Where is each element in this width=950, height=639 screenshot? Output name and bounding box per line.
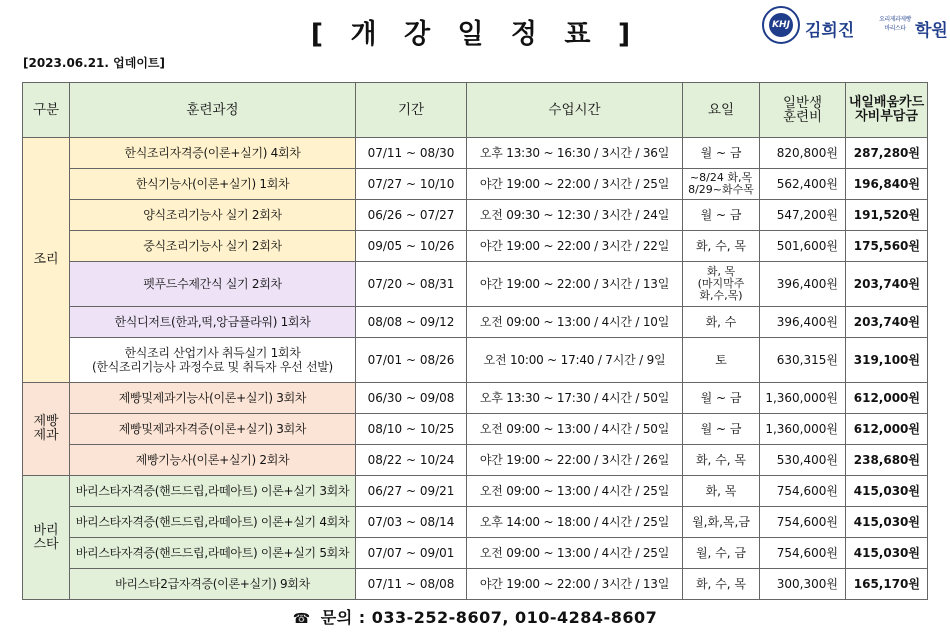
self-pay: 287,280원 — [846, 138, 928, 169]
course-period: 08/10 ~ 10/25 — [356, 414, 467, 445]
table-row — [23, 383, 928, 414]
class-days-line2: (마지막주 — [697, 277, 745, 290]
class-time: 오후 14:00 ~ 18:00 / 4시간 / 25일 — [467, 507, 683, 538]
class-days: 화, 수 — [683, 307, 760, 338]
course-period: 07/01 ~ 08/26 — [356, 338, 467, 383]
self-pay: 415,030원 — [846, 538, 928, 569]
phone-icon: ☎ — [292, 611, 311, 627]
category-baking-line1: 제빵 — [33, 414, 59, 429]
table-row — [23, 538, 928, 569]
class-time: 야간 19:00 ~ 22:00 / 3시간 / 22일 — [467, 231, 683, 262]
schedule-table — [22, 82, 928, 600]
class-days: 월,화,목,금 — [683, 507, 760, 538]
header-fee-line2: 훈련비 — [782, 109, 823, 125]
category-cooking: 조리 — [23, 138, 70, 383]
category-barista-line1: 바리 — [33, 522, 59, 538]
update-date: [2023.06.21. 업데이트] — [23, 56, 165, 70]
class-days — [683, 262, 760, 307]
logo-hak: 학원 — [915, 21, 948, 41]
header-self-line2: 자비부담금 — [855, 109, 918, 124]
class-time: 오전 09:00 ~ 13:00 / 4시간 / 25일 — [467, 538, 683, 569]
class-days-line2: 8/29~화수목 — [688, 183, 754, 196]
header-self-line1: 내일배움카드 — [848, 95, 925, 110]
table-row — [23, 200, 928, 231]
course-period: 08/08 ~ 09/12 — [356, 307, 467, 338]
academy-logo — [762, 6, 948, 48]
general-fee: 1,360,000원 — [760, 414, 846, 445]
header-fee-line1: 일반생 — [782, 95, 823, 111]
course-period: 08/22 ~ 10/24 — [356, 445, 467, 476]
class-days: 월 ~ 금 — [683, 383, 760, 414]
category-baking — [23, 383, 70, 476]
self-pay: 319,100원 — [846, 338, 928, 383]
course-period: 06/30 ~ 09/08 — [356, 383, 467, 414]
table-row — [23, 414, 928, 445]
general-fee: 754,600원 — [760, 507, 846, 538]
class-time: 오전 09:00 ~ 13:00 / 4시간 / 10일 — [467, 307, 683, 338]
class-days — [683, 169, 760, 200]
class-time: 오후 13:30 ~ 17:30 / 4시간 / 50일 — [467, 383, 683, 414]
self-pay: 612,000원 — [846, 414, 928, 445]
logo-seal-text: KHJ — [769, 13, 793, 37]
general-fee: 562,400원 — [760, 169, 846, 200]
header-course: 훈련과정 — [70, 83, 356, 138]
self-pay: 175,560원 — [846, 231, 928, 262]
logo-subtext: 요리제과제빵 바리스타 — [879, 16, 911, 32]
table-row — [23, 262, 928, 307]
general-fee: 547,200원 — [760, 200, 846, 231]
general-fee: 501,600원 — [760, 231, 846, 262]
header-self-pay — [846, 83, 928, 138]
class-days-line1: 화, 목 — [706, 265, 736, 278]
class-time: 오전 09:00 ~ 13:00 / 4시간 / 50일 — [467, 414, 683, 445]
table-row — [23, 476, 928, 507]
course-period: 07/11 ~ 08/30 — [356, 138, 467, 169]
general-fee: 754,600원 — [760, 538, 846, 569]
self-pay: 203,740원 — [846, 307, 928, 338]
course-period: 09/05 ~ 10/26 — [356, 231, 467, 262]
table-row — [23, 338, 928, 383]
course-period: 07/07 ~ 09/01 — [356, 538, 467, 569]
contact-text: 문의 : 033-252-8607, 010-4284-8607 — [320, 608, 658, 627]
self-pay: 165,170원 — [846, 569, 928, 600]
course-name: 바리스타2급자격증(이론+실기) 9회차 — [70, 569, 356, 600]
class-time: 오후 13:30 ~ 16:30 / 3시간 / 36일 — [467, 138, 683, 169]
self-pay: 191,520원 — [846, 200, 928, 231]
class-days: 토 — [683, 338, 760, 383]
self-pay: 196,840원 — [846, 169, 928, 200]
table-row — [23, 231, 928, 262]
self-pay: 612,000원 — [846, 383, 928, 414]
self-pay: 238,680원 — [846, 445, 928, 476]
general-fee: 530,400원 — [760, 445, 846, 476]
class-days: 화, 목 — [683, 476, 760, 507]
class-days: 월 ~ 금 — [683, 414, 760, 445]
class-time: 야간 19:00 ~ 22:00 / 3시간 / 13일 — [467, 262, 683, 307]
course-period: 06/26 ~ 07/27 — [356, 200, 467, 231]
class-days: 월 ~ 금 — [683, 138, 760, 169]
class-time: 오전 10:00 ~ 17:40 / 7시간 / 9일 — [467, 338, 683, 383]
self-pay: 415,030원 — [846, 476, 928, 507]
class-days-line1: ~8/24 화,목 — [689, 171, 753, 184]
class-days: 월 ~ 금 — [683, 200, 760, 231]
general-fee: 820,800원 — [760, 138, 846, 169]
table-row — [23, 445, 928, 476]
class-days-line3: 화,수,목) — [699, 289, 743, 302]
table-row — [23, 569, 928, 600]
course-name-line1: 한식조리 산업기사 취득실기 1회차 — [124, 346, 301, 360]
header-period: 기간 — [356, 83, 467, 138]
course-name: 한식기능사(이론+실기) 1회차 — [70, 169, 356, 200]
course-name: 바리스타자격증(핸드드립,라떼아트) 이론+실기 4회차 — [70, 507, 356, 538]
class-days: 월, 수, 금 — [683, 538, 760, 569]
category-barista — [23, 476, 70, 600]
header-days: 요일 — [683, 83, 760, 138]
table-row — [23, 138, 928, 169]
class-days: 화, 수, 목 — [683, 445, 760, 476]
category-barista-line2: 스타 — [33, 536, 59, 552]
general-fee: 1,360,000원 — [760, 383, 846, 414]
course-period: 06/27 ~ 09/21 — [356, 476, 467, 507]
header-fee — [760, 83, 846, 138]
table-row — [23, 169, 928, 200]
course-name: 바리스타자격증(핸드드립,라떼아트) 이론+실기 5회차 — [70, 538, 356, 569]
category-baking-line2: 제과 — [33, 428, 59, 443]
course-name: 제빵및제과기능사(이론+실기) 3회차 — [70, 383, 356, 414]
self-pay: 203,740원 — [846, 262, 928, 307]
course-period: 07/20 ~ 08/31 — [356, 262, 467, 307]
general-fee: 396,400원 — [760, 307, 846, 338]
self-pay: 415,030원 — [846, 507, 928, 538]
class-time: 야간 19:00 ~ 22:00 / 3시간 / 25일 — [467, 169, 683, 200]
table-row — [23, 507, 928, 538]
course-name: 양식조리기능사 실기 2회차 — [70, 200, 356, 231]
logo-name: 김희진 — [805, 21, 855, 41]
course-name: 바리스타자격증(핸드드립,라떼아트) 이론+실기 3회차 — [70, 476, 356, 507]
header-category: 구분 — [23, 83, 70, 138]
class-days: 화, 수, 목 — [683, 569, 760, 600]
table-header-row — [23, 83, 928, 138]
page-title: [ 개 강 일 정 표 ] — [310, 19, 640, 50]
course-name: 한식디저트(한과,떡,앙금플라워) 1회차 — [70, 307, 356, 338]
course-name: 제빵및제과자격증(이론+실기) 3회차 — [70, 414, 356, 445]
course-period: 07/03 ~ 08/14 — [356, 507, 467, 538]
logo-seal-icon — [762, 6, 800, 44]
course-name — [70, 338, 356, 383]
class-days: 화, 수, 목 — [683, 231, 760, 262]
contact-info — [0, 605, 950, 628]
course-period: 07/11 ~ 08/08 — [356, 569, 467, 600]
general-fee: 300,300원 — [760, 569, 846, 600]
general-fee: 754,600원 — [760, 476, 846, 507]
general-fee: 396,400원 — [760, 262, 846, 307]
class-time: 야간 19:00 ~ 22:00 / 3시간 / 13일 — [467, 569, 683, 600]
general-fee: 630,315원 — [760, 338, 846, 383]
course-name: 중식조리기능사 실기 2회차 — [70, 231, 356, 262]
table-row — [23, 307, 928, 338]
course-name: 한식조리자격증(이론+실기) 4회차 — [70, 138, 356, 169]
class-time: 오전 09:30 ~ 12:30 / 3시간 / 24일 — [467, 200, 683, 231]
class-time: 오전 09:00 ~ 13:00 / 4시간 / 25일 — [467, 476, 683, 507]
course-name-line2: (한식조리기능사 과정수료 및 취득자 우선 선발) — [92, 360, 333, 374]
header-time: 수업시간 — [467, 83, 683, 138]
course-name: 제빵기능사(이론+실기) 2회차 — [70, 445, 356, 476]
course-name: 펫푸드수제간식 실기 2회차 — [70, 262, 356, 307]
class-time: 야간 19:00 ~ 22:00 / 3시간 / 26일 — [467, 445, 683, 476]
course-period: 07/27 ~ 10/10 — [356, 169, 467, 200]
